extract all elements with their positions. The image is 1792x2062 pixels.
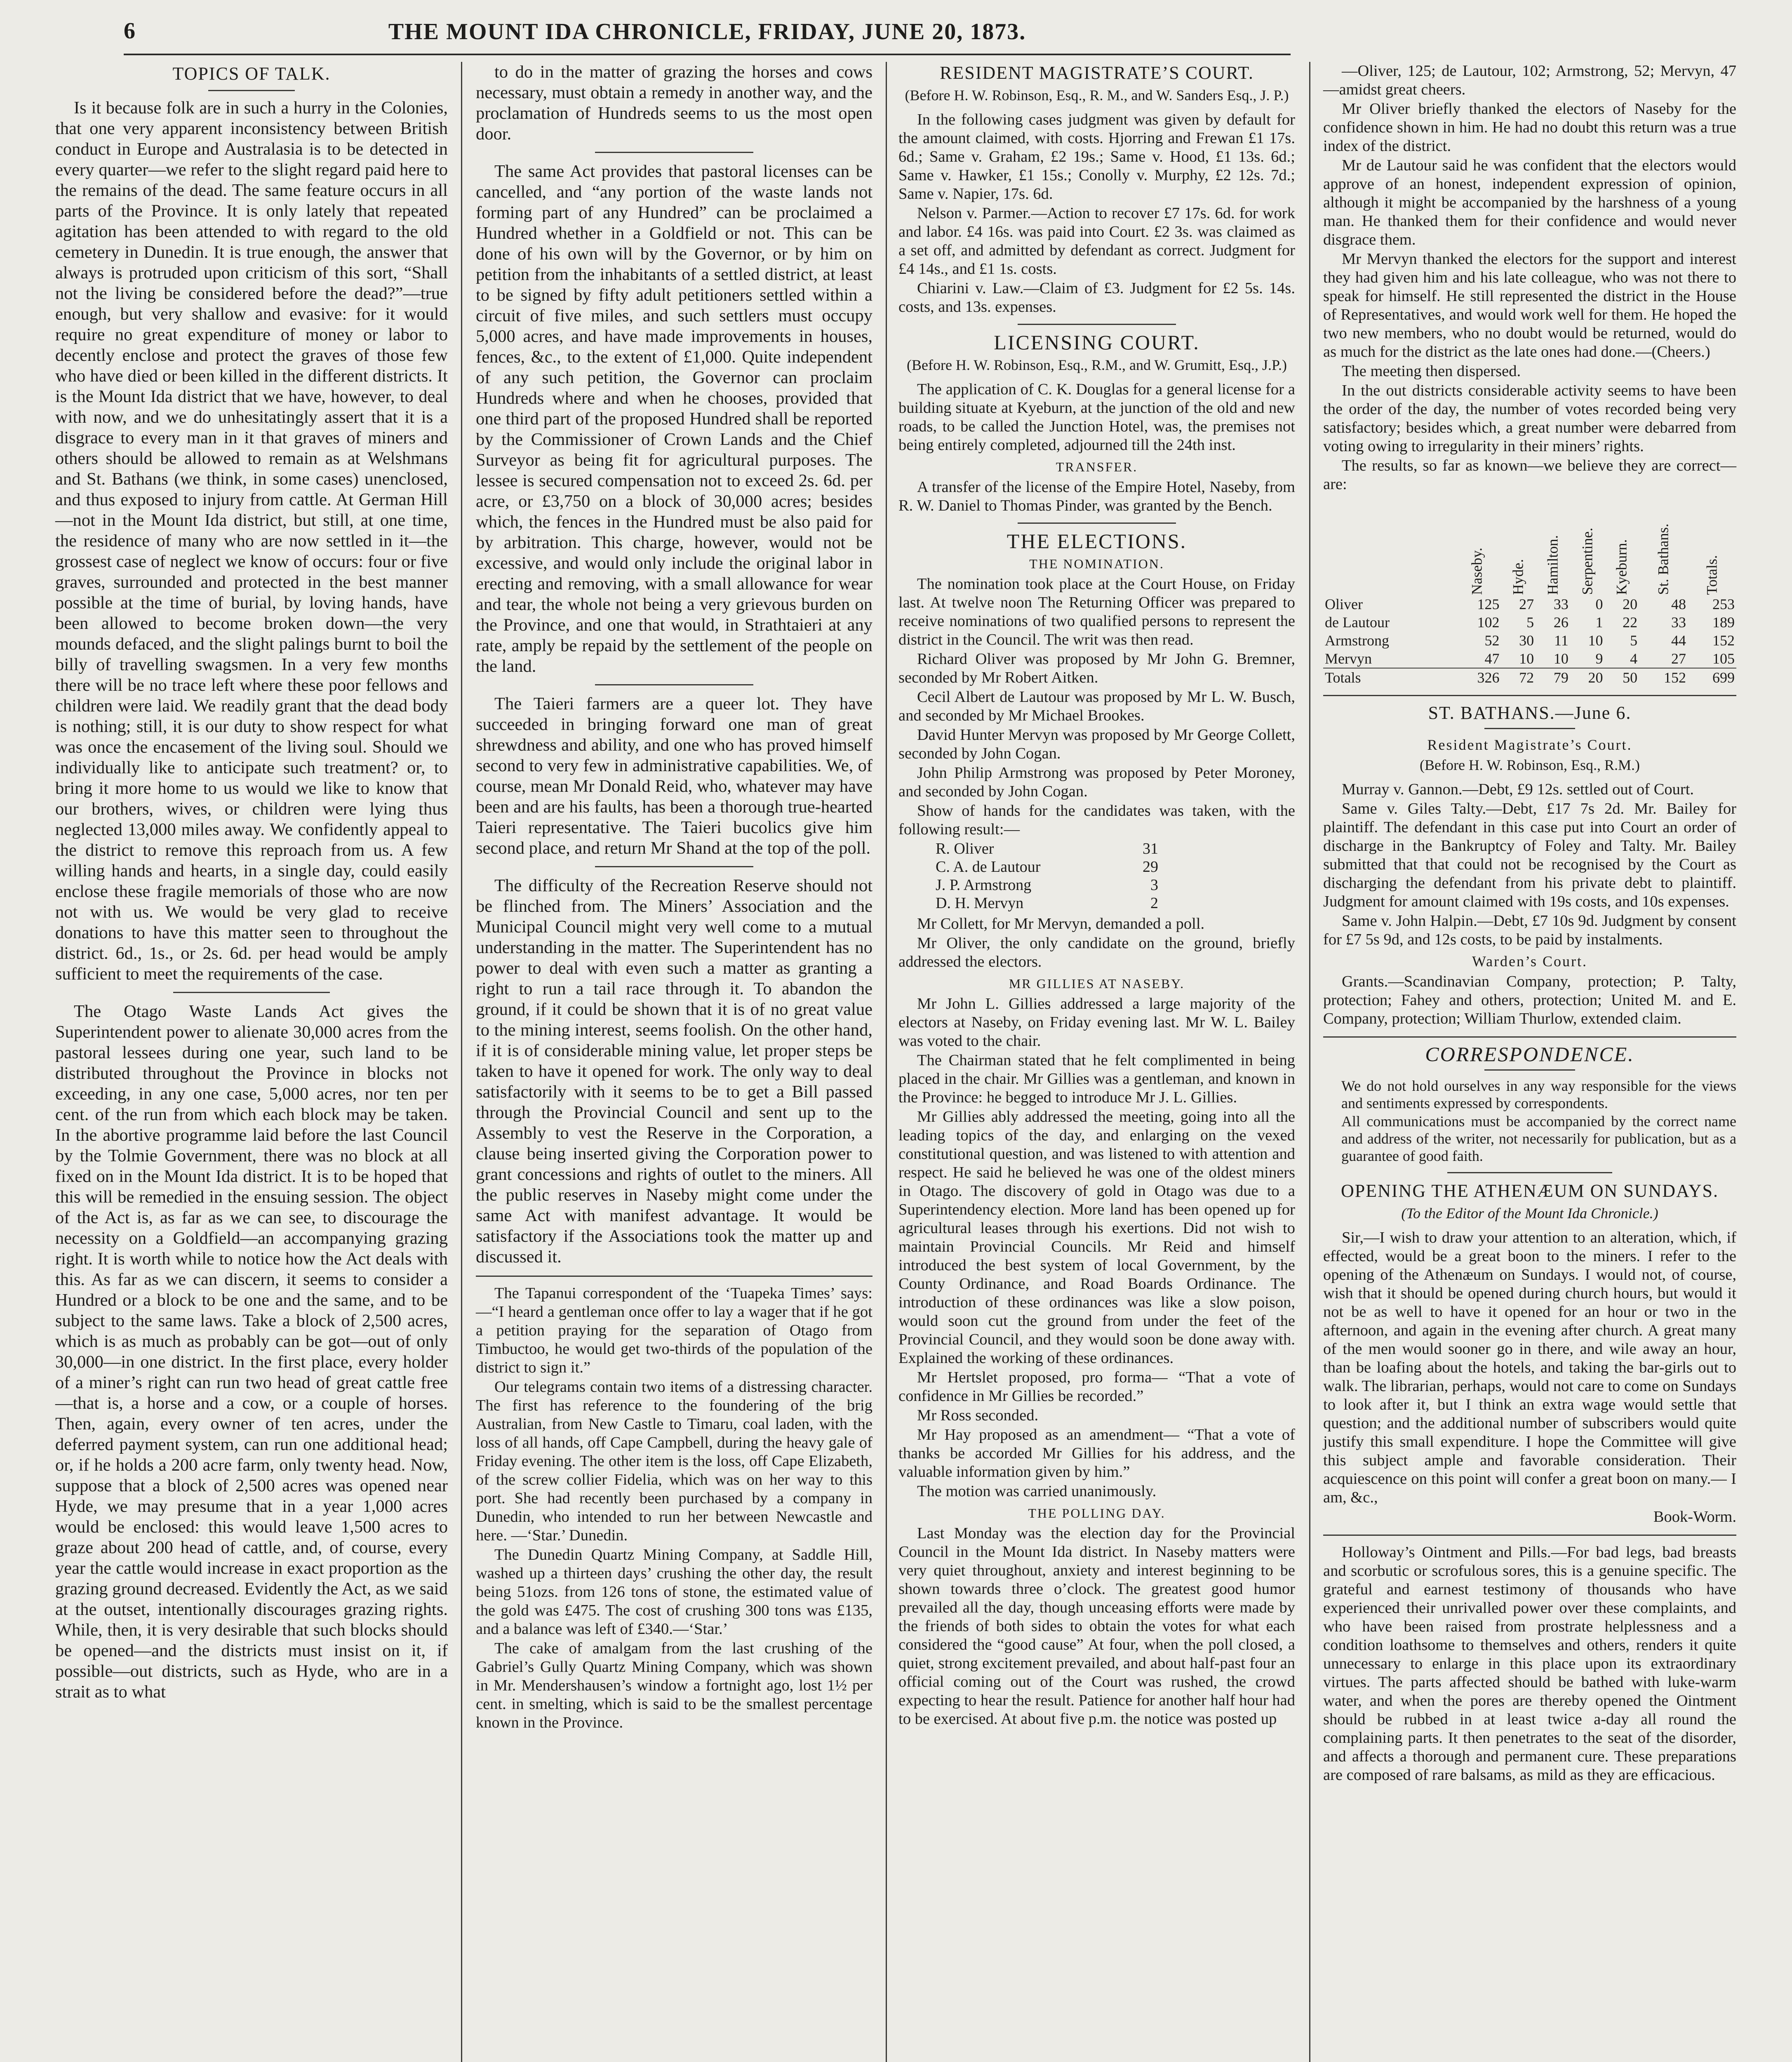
- election-paragraph: The motion was carried unanimously.: [917, 1483, 1157, 1500]
- court-paragraph: Grants.—Scandinavian Company, protection; P. Talty, protection; Fahey and others, protection; United M. and E. Company, protection; William Thurlow, extended claim.: [1323, 973, 1736, 1027]
- column-results-correspondence: [1317, 62, 1742, 2062]
- column-header-hamilton: Hamilton.: [1544, 535, 1561, 595]
- page-title: THE MOUNT IDA CHRONICLE, FRIDAY, JUNE 20, 1873.: [388, 19, 1026, 45]
- show-of-hands-row: D. H. Mervyn 2: [936, 894, 1158, 912]
- election-paragraph: John Philip Armstrong was proposed by Peter Moroney, and seconded by John Cogan.: [898, 764, 1295, 800]
- election-paragraph: The meeting then dispersed.: [1342, 362, 1521, 380]
- divider: [1018, 324, 1176, 325]
- election-paragraph: The Chairman stated that he felt complimented in being placed in the chair. Mr Gillies was a gentleman, and known in the Province: he begged to introduce Mr J. L. Gillies.: [898, 1052, 1295, 1106]
- subheading-polling-day: THE POLLING DAY.: [1028, 1506, 1166, 1521]
- election-paragraph: Mr Ross seconded.: [917, 1407, 1039, 1424]
- section-heading-correspondence: CORRESPONDENCE.: [1425, 1043, 1634, 1066]
- editorial-notice: All communications must be accompanied by the correct name and address of the writer, not necessarily for publication, but as a guarantee of good faith.: [1341, 1113, 1736, 1164]
- divider: [1484, 1069, 1575, 1071]
- court-paragraph: Same v. Giles Talty.—Debt, £17 7s 2d. Mr. Bailey for plaintiff. The defendant in this case put into Court an order of discharge in the Bankruptcy of Foley and Talty. Mr. Bailey submitted that that could not be recognised by the Court as discharging the defendant from his private debt to plaintiff. Judgment for amount claimed with 19s costs, and 10s expenses.: [1323, 800, 1736, 910]
- masthead: [124, 16, 1291, 55]
- advertisement-paragraph: Holloway’s Ointment and Pills.—For bad legs, bad breasts and scorbutic or scrofulous sores, this is a genuine specific. The grateful and earnest testimony of thousands who have experienced their unrivalled power over these complaints, and who have been raised from prostrate helplessness and a condition loathsome to themselves and others, renders it quite unnecessary to enlarge in this place upon its extraordinary virtues. The parts affected should be bathed with luke-warm water, and when the pores are thereby opened the Ointment should be rubbed in at least twice a-day all round the complaining parts. It then penetrates to the seat of the disorder, and affects a thorough and permanent cure. These preparations are composed of rare balsams, as mild as they are efficacious.: [1323, 1544, 1736, 1784]
- court-bench: (Before H. W. Robinson, Esq., R. M., and W. Sanders Esq., J. P.): [905, 87, 1289, 104]
- election-paragraph: Mr Hertslet proposed, pro forma— “That a vote of confidence in Mr Gillies be recorded.”: [898, 1369, 1295, 1405]
- divider: [208, 90, 294, 91]
- column-header-serpentine: Serpentine.: [1579, 527, 1596, 595]
- subheading-transfer: TRANSFER.: [1056, 459, 1138, 474]
- column-topics-continued: [470, 62, 878, 2062]
- column-header-hyde: Hyde.: [1510, 559, 1526, 595]
- column-header-totals: Totals.: [1703, 555, 1720, 595]
- section-heading-elections: THE ELECTIONS.: [1007, 530, 1187, 553]
- divider: [1484, 728, 1575, 729]
- article-paragraph: to do in the matter of grazing the horses and cows necessary, must obtain a remedy in another way, and the proclamation of Hundreds seems to us the most open door.: [476, 62, 872, 144]
- article-paragraph: The same Act provides that pastoral licenses can be cancelled, and “any portion of the waste lands not forming part of any Hundred” can be proclaimed a Hundred whether in a Goldfield or not. This can be done of his own will by the Governor, or by him on petition from the inhabitants of a settled district, at least to be signed by fifty adult petitioners settled within a circuit of five miles, and such settlers must occupy 5,000 acres, and have made improvements in houses, fences, &c., to the extent of £1,000. Quite independent of any such petition, the Governor can proclaim Hundreds where and when he chooses, provided that one third part of the proposed Hundred shall be reported by the Commissioner of Crown Lands and the Chief Surveyor as being fit for agricultural purposes. The lessee is secured compensation not to exceed 2s. 6d. per acre, or £3,750 on a block of 30,000 acres; besides which, the fences in the Hundred must be also paid for by arbitration. This charge, however, would not be excessive, and would only include the original labor in erecting and removing, with a small allowance for wear and tear, the whole not being a very grievous burden on the Province, and one that would, in Strathtaieri at any rate, amply be repaid by the settlement of the people on the land.: [476, 162, 872, 676]
- election-paragraph: Mr Oliver, the only candidate on the ground, briefly addressed the electors.: [898, 934, 1295, 970]
- column-header-st-bathans: St. Bathans.: [1655, 523, 1672, 595]
- show-of-hands-list: [936, 840, 1295, 912]
- column-topics-of-talk: [49, 62, 454, 2062]
- show-of-hands-row: J. P. Armstrong 3: [936, 876, 1158, 894]
- column-header-kyeburn: Kyeburn.: [1613, 539, 1630, 595]
- divider: [1323, 1036, 1736, 1038]
- election-paragraph: Last Monday was the election day for the Provincial Council in the Mount Ida district. In Naseby matters were very quiet throughout, anxiety and interest beginning to be shown towards three o’clock. The greatest good humor prevailed all the day, though unceasing efforts were made by the friends of both sides to obtain the votes for what each considered the “good cause” At four, when the poll closed, a quiet, strong excitement prevailed, and about half-past four an official coming out of the Court was rushed, the crowd expecting to hear the result. Patience for another half hour had to be exercised. At about five p.m. the notice was posted up: [898, 1525, 1295, 1728]
- editorial-notice: We do not hold ourselves in any way responsible for the views and sentiments expressed by correspondents.: [1341, 1078, 1736, 1111]
- court-paragraph: The application of C. K. Douglas for a general license for a building situate at Kyeburn, at the junction of the old and new roads, to be called the Junction Hotel, was, the premises not being entirely completed, adjourned till the 24th inst.: [898, 381, 1295, 454]
- totals-row: Totals 326 72 79 20 50 152 699: [1323, 668, 1736, 687]
- news-paragraph: Our telegrams contain two items of a distressing character. The first has reference to the foundering of the brig Australian, from New Castle to Timaru, coal laden, with the loss of all hands, off Cape Campbell, during the heavy gale of Friday evening. The other item is the loss, off Cape Elizabeth, of the screw collier Fidelia, which was on her way to this port. She had recently been purchased by a company in Dunedin, who intended to run her between Newcastle and here. —‘Star.’ Dunedin.: [476, 1378, 872, 1544]
- column-rule: [886, 62, 887, 2062]
- section-heading-athenaeum: OPENING THE ATHENÆUM ON SUNDAYS.: [1341, 1181, 1719, 1201]
- news-paragraph: The Dunedin Quartz Mining Company, at Saddle Hill, washed up a thirteen days’ crushing the other day, the result being 51ozs. from 126 tons of stone, the estimated value of the gold was £475. The cost of crushing 300 tons was £135, and a balance was left of £340.—‘Star.’: [476, 1546, 872, 1638]
- letter-paragraph: Sir,—I wish to draw your attention to an alteration, which, if effected, would be a great boon to the miners. I refer to the opening of the Athenæum on Sundays. I would not, of course, wish that it should be opened during church hours, but would it not be as well to have it opened for an hour or two in the afternoon, and again in the evening after church. A great many of the men would sooner go in there, and wile away an hour, than be loafing about the hotels, and taking the bar-girls out to walk. The librarian, perhaps, would not care to come on Sundays to look after it, but I think an extra wage would settle that question; and the additional number of subscribers would quite justify this small expenditure. I hope the Committee will give this subject ample and favorable consideration. Their acquiescence on this point will confer a great boon on many.— I am, &c.,: [1323, 1229, 1736, 1506]
- divider: [595, 866, 754, 867]
- court-paragraph: Chiarini v. Law.—Claim of £3. Judgment for £2 5s. 14s. costs, and 13s. expenses.: [898, 280, 1295, 315]
- divider: [595, 152, 754, 153]
- section-heading-topics: TOPICS OF TALK.: [172, 64, 331, 84]
- divider: [1323, 1535, 1736, 1536]
- article-paragraph: The difficulty of the Recreation Reserve should not be flinched from. The Miners’ Association and the Municipal Council might very well come to a mutual understanding in the matter. The Superintendent has no power to deal with even such a matter as granting a right to run a tail race through it. To abandon the ground, if it could be shown that it is of no great value to the mining interest, seems foolish. On the other hand, if it is of considerable mining value, let proper steps be taken to have it opened for work. The only way to deal satisfactorily with it seems to be to get a Bill passed through the Provincial Council and sent up to the Assembly to vest the Reserve in the Corporation, a clause being inserted giving the Corporation power to grant concessions and rights of outlet to the miners. All the public reserves in Naseby might come under the same Act with manifest advantage. It would be satisfactory if the Associations took the matter up and discussed it.: [476, 876, 872, 1266]
- results-corner: [1323, 496, 1453, 595]
- subheading-gillies: MR GILLIES AT NASEBY.: [1009, 976, 1185, 991]
- divider: [1447, 1172, 1613, 1173]
- divider: [476, 1276, 872, 1277]
- election-paragraph: Mr John L. Gillies addressed a large majority of the electors at Naseby, on Friday evening last. Mr W. L. Bailey was voted to the chair.: [898, 995, 1295, 1050]
- show-of-hands-row: C. A. de Lautour 29: [936, 858, 1158, 876]
- divider: [595, 684, 754, 685]
- election-paragraph: Richard Oliver was proposed by Mr John G. Bremner, seconded by Mr Robert Aitken.: [898, 650, 1295, 686]
- election-paragraph: In the out districts considerable activity seems to have been the order of the day, the number of votes recorded being very satisfactory; besides which, a great number were debarred from voting owing to irregularity in their miners’ rights.: [1323, 382, 1736, 455]
- results-header-row: [1323, 496, 1736, 595]
- show-of-hands-row: R. Oliver 31: [936, 840, 1158, 857]
- subheading-nomination: THE NOMINATION.: [1029, 556, 1164, 571]
- court-paragraph: Nelson v. Parmer.—Action to recover £7 17s. 6d. for work and labor. £4 16s. was paid into Court. £2 3s. was claimed as a set off, and admitted by defendant as correct. Judgment for £4 14s., and £1 1s. costs.: [898, 205, 1295, 278]
- court-paragraph: Same v. John Halpin.—Debt, £7 10s 9d. Judgment by consent for £7 5s 9d, and 12s costs, to be paid by instalments.: [1323, 912, 1736, 948]
- column-rule: [461, 62, 462, 2062]
- letter-signature: Book-Worm.: [1653, 1508, 1736, 1525]
- column-rule: [1309, 62, 1310, 2062]
- table-row: Oliver 125 27 33 0 20 48 253: [1325, 596, 1735, 612]
- court-bench: (Before H. W. Robinson, Esq., R.M.): [1420, 757, 1640, 773]
- article-paragraph: Is it because folk are in such a hurry in the Colonies, that one very apparent inconsistency between British conduct in Europe and Australasia is to be detected in every quarter—we refer to the slight regard paid here to the remains of the dead. The same feature occurs in all parts of the Province. It is only lately that repeated agitation has been attended to with regard to the old cemetery in Dunedin. It is true enough, the answer that always is protruded upon criticism of this sort, “Shall not the living be considered before the dead?”—true enough, but very shallow and evasive: for it would require no great expenditure of money or labor to decently enclose and protect the graves of those few who have died or been killed in the different districts. It is the Mount Ida district that we have, however, to deal with now, and we do unhesitatingly assert that it is a disgrace to every man in it that graves of miners and others should be allowed to remain as at Welshmans and St. Bathans (we think, in some cases) unenclosed, and thus exposed to injury from cattle. At German Hill —not in the Mount Ida district, but still, at one time, the residence of many who are now settled in it—the grossest case of neglect we know of occurs: four or five graves, surrounded and protected in the best manner possible at the time of burial, by loving hands, have been allowed to become broken down—the very mounds defaced, and the slight palings burnt to boil the billy of travelling swagsmen. In a very few months there will be no trace left where these poor fellows and children were laid. We readily grant that the dead body is nothing; still, it is our duty to show respect for what was once the encasement of the living soul. Should we individually like to anticipate such treatment? or, to bring it more home to us would we like to know that our brothers, wives, or children were lying thus neglected 13,000 miles away. We confidently appeal to the district to remove this reproach from us. A few willing hands and hearts, in a single day, could easily enclose these fragile memorials of those who are now not with us. We would be very glad to receive donations to have this matter seen to throughout the district. 6d., 1s., or 2s. 6d. per head would be amply sufficient to meet the requirements of the case.: [55, 98, 448, 984]
- election-paragraph: The nomination took place at the Court House, on Friday last. At twelve noon The Returning Officer was prepared to receive nominations of two qualified persons to represent the district in the Council. The writ was then read.: [898, 575, 1295, 648]
- section-heading-licensing-court: LICENSING COURT.: [994, 331, 1200, 354]
- section-heading-rm-court: RESIDENT MAGISTRATE’S COURT.: [940, 63, 1254, 83]
- article-paragraph: The Otago Waste Lands Act gives the Superintendent power to alienate 30,000 acres from the pastoral lessees during one year, such land to be distributed throughout the Province in blocks not exceeding, in any one case, 5,000 acres, nor ten per cent. of the run from which each block may be taken. In the abortive programme laid before the last Council by the Tolmie Government, there was no block at all fixed on in the Mount Ida district. It is to be hoped that this will be remedied in the ensuing session. The object of the Act is, as far as we can see, to discourage the necessity on a Goldfield—an accompanying grazing right. It is worth while to notice how the Act deals with this. As far as we can discern, it seems to consider a Hundred or a block to be one and the same, and to be subject to the same laws. Take a block of 2,500 acres, which is as much as probably can be got—out of only 30,000—in one district. In the first place, every holder of a miner’s right can run two head of great cattle free—that is, a horse and a cow, or a couple of horses. Then, again, every owner of ten acres, under the deferred payment system, can run one additional head; or, if he holds a 200 acre farm, only twenty head. Now, suppose that a block of 2,500 acres was opened near Hyde, we may presume that in a year 1,000 acres would be enclosed: this would leave 1,500 acres to graze about 200 head of cattle, and, of course, every year the cattle would increase in exact proportion as the grazing ground decreased. Evidently the Act, as we said at the outset, intentionally discourages grazing rights. While, then, it is very desirable that such blocks should be opened—and the districts must insist on it, if possible—out districts, such as Hyde, who are in a strait as to what: [55, 1002, 448, 1702]
- column-courts-elections: [893, 62, 1301, 2062]
- election-paragraph: Show of hands for the candidates was taken, with the following result:—: [898, 802, 1295, 838]
- court-bench: (Before H. W. Robinson, Esq., R.M., and W. Grumitt, Esq., J.P.): [906, 357, 1287, 373]
- news-paragraph: The cake of amalgam from the last crushing of the Gabriel’s Gully Quartz Mining Company, which was shown in Mr. Mendershausen’s window a fortnight ago, lost 1½ per cent. in smelting, which is said to be the smallest percentage known in the Province.: [476, 1640, 872, 1731]
- page-number: 6: [124, 18, 135, 44]
- election-paragraph: Mr Collett, for Mr Mervyn, demanded a poll.: [917, 915, 1205, 932]
- table-row: de Lautour 102 5 26 1 22 33 189: [1325, 614, 1735, 631]
- divider: [173, 992, 330, 993]
- subheading-rm-court: Resident Magistrate’s Court.: [1427, 737, 1632, 753]
- court-paragraph: Murray v. Gannon.—Debt, £9 12s. settled out of Court.: [1342, 781, 1694, 798]
- court-paragraph: A transfer of the license of the Empire Hotel, Naseby, from R. W. Daniel to Thomas Pinder, was granted by the Bench.: [898, 478, 1295, 514]
- election-paragraph: —Oliver, 125; de Lautour, 102; Armstrong, 52; Mervyn, 47—amidst great cheers.: [1323, 62, 1736, 98]
- article-paragraph: The Taieri farmers are a queer lot. They have succeeded in bringing forward one man of great shrewdness and ability, and one who has proved himself second to very few in administrative capabilities. We, of course, mean Mr Donald Reid, who, whatever may have been and are his faults, has been a thorough true-hearted Taieri representative. The Taieri bucolics give him second place, and return Mr Shand at the top of the poll.: [476, 694, 872, 858]
- results-table: [1323, 496, 1736, 687]
- table-row: Armstrong 52 30 11 10 5 44 152: [1325, 632, 1735, 649]
- column-header-naseby: Naseby.: [1468, 547, 1485, 595]
- election-paragraph: The results, so far as known—we believe they are correct—are:: [1323, 457, 1736, 493]
- election-paragraph: Mr Oliver briefly thanked the electors of Naseby for the confidence shown in him. He had no doubt this return was a true index of the district.: [1323, 100, 1736, 155]
- divider: [1018, 523, 1176, 524]
- election-paragraph: Mr Mervyn thanked the electors for the support and interest they had given him and his late colleague, who was not there to speak for himself. He still represented the district in the House of Representatives, and would work well for them. He hoped the two new members, who no doubt would be returned, would do as much for the district as the late ones had done.—(Cheers.): [1323, 250, 1736, 360]
- table-row: Mervyn 47 10 10 9 4 27 105: [1325, 650, 1735, 667]
- section-heading-st-bathans: ST. BATHANS.—June 6.: [1428, 703, 1632, 723]
- election-paragraph: David Hunter Mervyn was proposed by Mr George Collett, seconded by John Cogan.: [898, 726, 1295, 762]
- letter-address: (To the Editor of the Mount Ida Chronicle.): [1401, 1205, 1658, 1222]
- subheading-wardens-court: Warden’s Court.: [1472, 953, 1588, 970]
- election-paragraph: Mr Hay proposed as an amendment— “That a vote of thanks be accorded Mr Gillies for his address, and the valuable information given by him.”: [898, 1426, 1295, 1481]
- election-paragraph: Mr de Lautour said he was confident that the electors would approve of an honest, independent expression of opinion, although it might be accompanied by the harshness of a young man. He thanked them for their confidence and would never disgrace them.: [1323, 157, 1736, 248]
- election-paragraph: Cecil Albert de Lautour was proposed by Mr L. W. Busch, and seconded by Mr Michael Brookes.: [898, 688, 1295, 724]
- news-paragraph: The Tapanui correspondent of the ‘Tuapeka Times’ says:—“I heard a gentleman once offer to lay a wager that if he got a petition praying for the separation of Otago from Timbuctoo, he would get two-thirds of the population of the district to sign it.”: [476, 1285, 872, 1376]
- divider: [1323, 695, 1736, 696]
- court-paragraph: In the following cases judgment was given by default for the amount claimed, with costs. Hjorring and Frewan £1 17s. 6d.; Same v. Graham, £2 19s.; Same v. Hood, £1 13s. 6d.; Same v. Hawker, £1 15s.; Conolly v. Murphy, £2 12s. 7d.; Same v. Napier, 17s. 6d.: [898, 111, 1295, 202]
- election-paragraph: Mr Gillies ably addressed the meeting, going into all the leading topics of the day, and enlarging on the vexed constitutional question, and was listened to with attention and respect. He said he believed he was one of the oldest miners in Otago. The discovery of gold in Otago was due to a Superintendency election. More land has been opened up for agricultural leases through his exertions. Did not wish to maintain Provincial Councils. Mr Reid and himself introduced the best system of local Government, by the County Ordinance, and Road Boards Ordinance. The introduction of these ordinances was like a slow poison, would soon cut the ground from under the feet of the Provincial Council, and they would soon be done away with. Explained the working of these ordinances.: [898, 1108, 1295, 1367]
